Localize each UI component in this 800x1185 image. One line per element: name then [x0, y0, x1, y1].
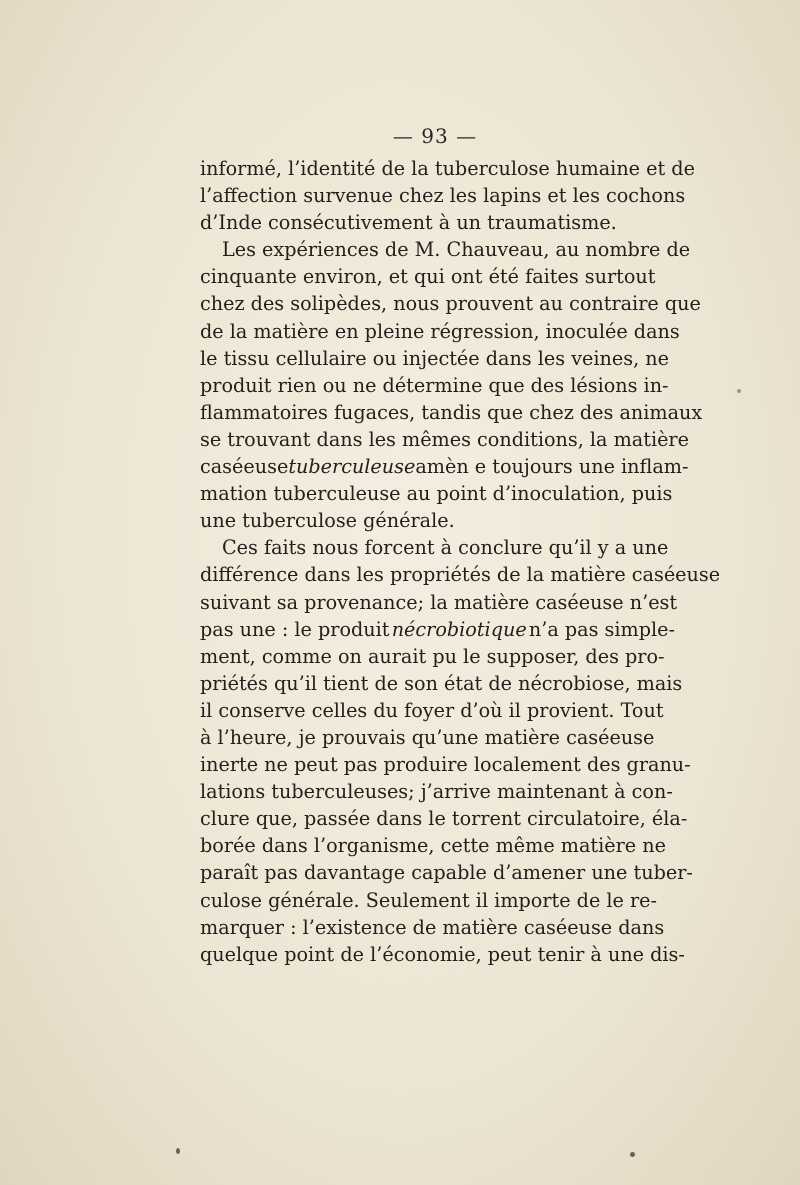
text-line [200, 697, 675, 724]
text-line [200, 778, 675, 805]
text-line-content: quelque point de l’économie, peut tenir à une dis- [200, 942, 685, 966]
text-line [200, 399, 703, 426]
text-line-content: suivant sa provenance; la matière caséeuse n’est [200, 590, 678, 614]
text-line [200, 236, 691, 263]
text-line-content: borée dans l’organisme, cette même matière ne [200, 834, 666, 858]
text-line [200, 670, 683, 697]
text-line [200, 507, 675, 534]
italic-term: nécrobiotique [391, 617, 527, 641]
text-line [200, 263, 675, 290]
text-line-content: différence dans les propriétés de la matière caséeuse [200, 563, 721, 587]
text-line [200, 561, 721, 588]
text-line [200, 724, 675, 751]
text-line-content: informé, l’identité de la tuberculose humaine et de [200, 157, 695, 180]
text-line [200, 941, 685, 968]
text-line [200, 290, 701, 317]
text-line-content: d’Inde consécutivement à un traumatisme. [200, 211, 617, 235]
text-line-content: le tissu cellulaire ou injectée dans les veines, ne [200, 346, 669, 370]
paper-speck [737, 389, 741, 393]
text-line [200, 318, 680, 345]
text-line [200, 589, 678, 616]
text-line-content: l’affection survenue chez les lapins et les cochons [200, 184, 686, 208]
text-line [200, 534, 675, 561]
text-line [200, 805, 688, 832]
text-line-content: de la matière en pleine régression, inoculée dans [200, 319, 680, 343]
text-line-content: mation tuberculeuse au point d’inoculation, puis [200, 482, 673, 506]
text-line-content: une tuberculose générale. [200, 509, 455, 533]
text-line [200, 453, 689, 480]
paper-speck [176, 1148, 180, 1154]
text-line-content: marquer : l’existence de matière caséeuse dans [200, 915, 665, 939]
text-line [200, 372, 675, 399]
text-line [200, 832, 675, 859]
paper-speck [630, 1152, 635, 1157]
text-line-content: clure que, passée dans le torrent circulatoire, éla- [200, 807, 688, 831]
text-line-content: cinquante environ, et qui ont été faites surtout [200, 265, 656, 289]
text-line-content: Ces faits nous forcent à conclure qu’il y a une [222, 536, 669, 560]
text-line-content: produit rien ou ne détermine que des lésions in- [200, 373, 669, 397]
text-line [200, 155, 695, 182]
text-line-content: il conserve celles du foyer d’où il provient. Tout [200, 698, 664, 722]
text-line [200, 480, 675, 507]
text-line-content: n’a pas simple- [528, 617, 675, 641]
text-line [200, 345, 675, 372]
page-number: — 93 — [392, 124, 478, 148]
text-line [200, 616, 675, 643]
text-line [200, 209, 675, 236]
text-line [200, 643, 675, 670]
italic-term: tuberculeuse [288, 455, 416, 479]
text-line-content: se trouvant dans les mêmes conditions, la matière [200, 427, 689, 451]
text-line-content: culose générale. Seulement il importe de le re- [200, 888, 658, 912]
text-line-content: priétés qu’il tient de son état de nécrobiose, mais [200, 671, 683, 695]
text-line [200, 751, 691, 778]
text-line [200, 914, 675, 941]
text-line [200, 887, 675, 914]
text-line-content: Les expériences de M. Chauveau, au nombre de [222, 238, 691, 262]
text-line-content: amèn e toujours une inflam- [415, 455, 689, 479]
text-line-content: paraît pas davantage capable d’amener une tuber- [200, 861, 693, 885]
text-line [200, 182, 686, 209]
text-line-content: pas une : le produit [200, 617, 390, 641]
text-line-content: chez des solipèdes, nous prouvent au contraire que [200, 292, 701, 316]
text-line-content: à l’heure, je prouvais qu’une matière caséeuse [200, 725, 655, 749]
text-line-content: lations tuberculeuses; j’arrive maintenant à con- [200, 780, 673, 804]
text-line-content: flammatoires fugaces, tandis que chez des animaux [200, 400, 703, 424]
text-line-content: ment, comme on aurait pu le supposer, des pro- [200, 644, 665, 668]
text-line [200, 426, 689, 453]
body-text [200, 155, 721, 968]
text-line-content: inerte ne peut pas produire localement des granu- [200, 753, 691, 777]
text-line-content: caséeuse [200, 455, 289, 479]
text-line [200, 859, 693, 886]
